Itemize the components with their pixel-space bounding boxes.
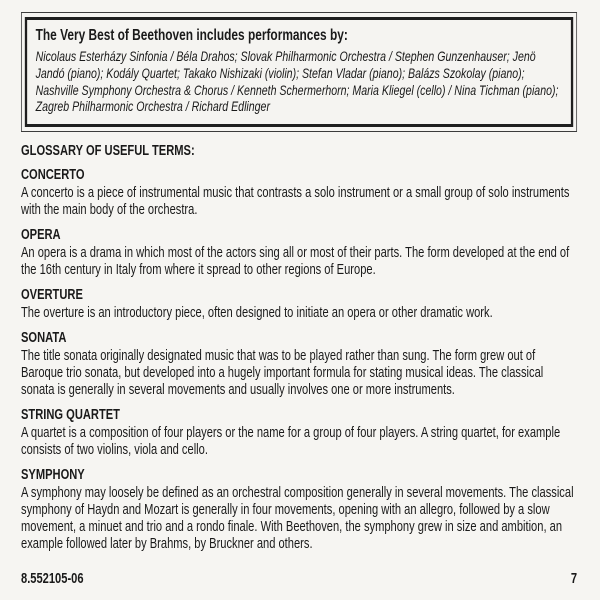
- glossary-definition: An opera is a drama in which most of the actors sing all or most of their parts. The form developed at the end of the 16th century in Italy from where it spread to other regions of Europe.: [21, 245, 570, 279]
- glossary-term: SYMPHONY: [21, 467, 85, 484]
- glossary-entry-symphony: [21, 468, 577, 553]
- glossary-entry-sonata: [21, 331, 577, 399]
- glossary-term: SONATA: [21, 330, 67, 347]
- glossary-definition: A concerto is a piece of instrumental music that contrasts a solo instrument or a small group of solo instruments with the main body of the orchestra.: [21, 185, 570, 219]
- credits-box-inner: [25, 17, 573, 127]
- page-number: 7: [570, 571, 578, 587]
- catalog-number: 8.552105-06: [21, 571, 84, 587]
- glossary-definition: The overture is an introductory piece, often designed to initiate an opera or other dramatic work.: [21, 305, 493, 322]
- credits-performers: Nicolaus Esterházy Sinfonia / Béla Drahos; Slovak Philharmonic Orchestra / Stephen Gunzenhauser; Jenö Jandó (piano); Kodály Quartet; Takako Nishizaki (violin); Stefan Vladar (piano); Balázs Szokolay (piano); Nashville Symphony Orchestra & Chorus / Kenneth Schermerhorn; Maria Kliegel (cello) / Nina Tichman (piano); Zagreb Philharmonic Orchestra / Richard Edlinger: [35, 49, 559, 115]
- page-content: [21, 12, 577, 553]
- glossary-heading: GLOSSARY OF USEFUL TERMS:: [21, 143, 195, 160]
- glossary-term: OPERA: [21, 227, 61, 244]
- glossary-term: STRING QUARTET: [21, 407, 120, 424]
- glossary-definition: A symphony may loosely be defined as an orchestral composition generally in several movements. The classical symphony of Haydn and Mozart is generally in four movements, opening with an allegro, followed by a slow movement, a minuet and trio and a rondo finale. With Beethoven, the symphony grew in size and ambition, an example followed later by Brahms, by Bruckner and others.: [21, 485, 574, 553]
- glossary-entry-opera: [21, 228, 577, 279]
- glossary-entry-overture: [21, 288, 577, 322]
- glossary-definition: A quartet is a composition of four players or the name for a group of four players. A string quartet, for example consists of two violins, viola and cello.: [21, 425, 561, 459]
- credits-box: [21, 12, 577, 132]
- credits-title: The Very Best of Beethoven includes performances by:: [35, 27, 348, 44]
- glossary-definition: The title sonata originally designated music that was to be played rather than sung. The form grew out of Baroque trio sonata, but developed into a hugely important formula for stating musical ideas. The classical sonata is generally in several movements and usually involves one or more instruments.: [21, 348, 544, 399]
- glossary-entry-string-quartet: [21, 408, 577, 459]
- page-footer: [21, 571, 577, 587]
- glossary-entry-concerto: [21, 168, 577, 219]
- glossary-term: CONCERTO: [21, 167, 85, 184]
- glossary-term: OVERTURE: [21, 287, 83, 304]
